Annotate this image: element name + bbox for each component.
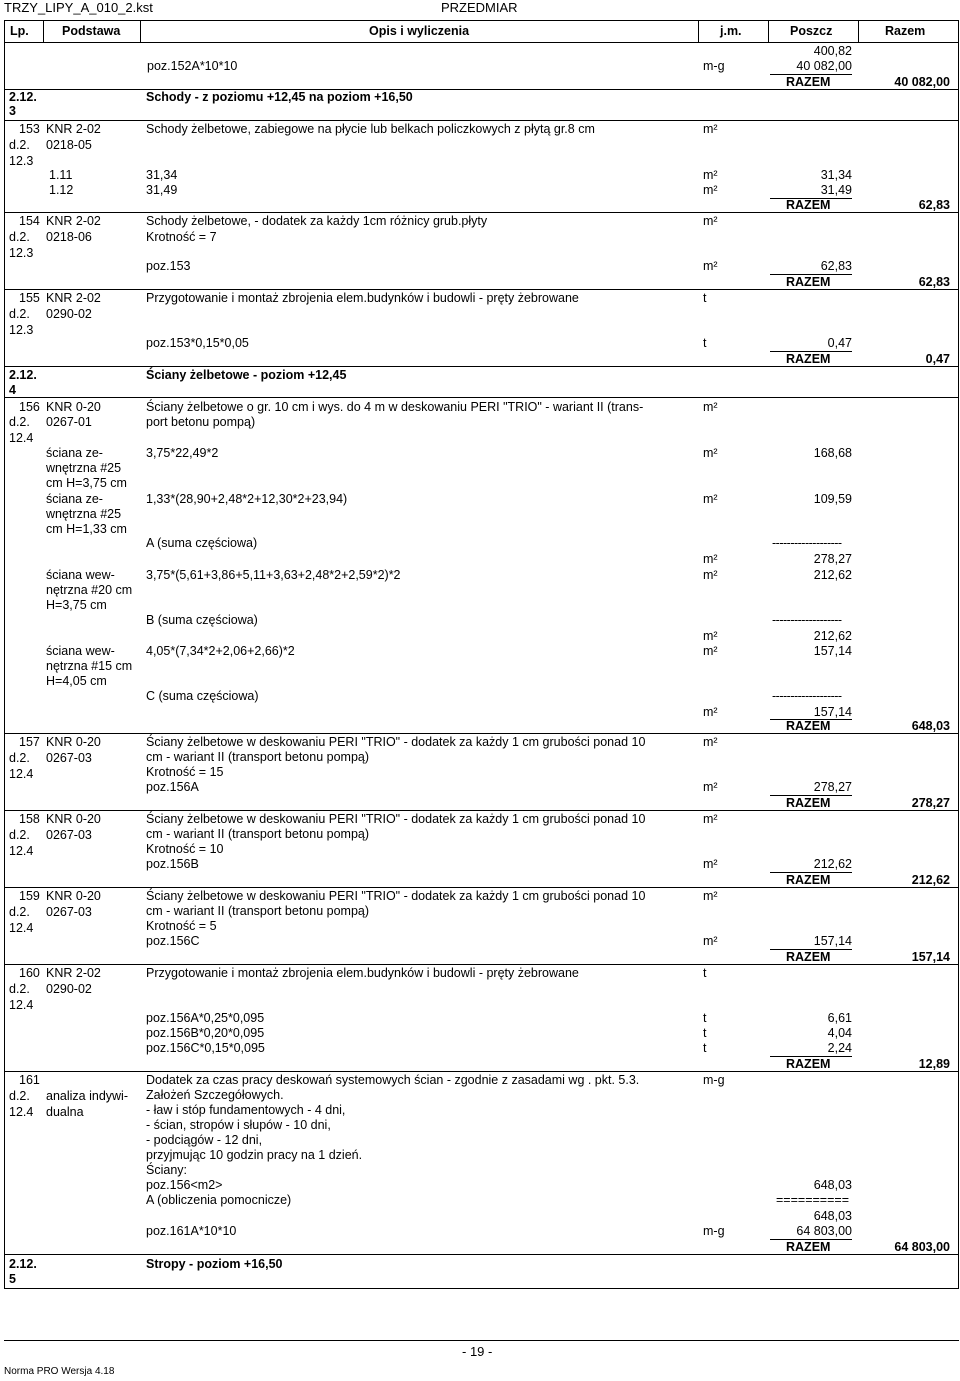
calc-value: 212,62 [813, 568, 852, 582]
position-ref-2: 12.4 [9, 767, 34, 781]
calc-formula: poz.156B [146, 857, 199, 871]
header-jm: j.m. [720, 24, 742, 38]
element-label: wnętrzna #25 [46, 507, 122, 521]
description-line: Ściany: [146, 1163, 187, 1177]
section-number-2: 3 [9, 104, 16, 118]
position-number: 159 [19, 889, 40, 903]
razem-value: 62,83 [918, 198, 950, 212]
position-ref-2: 12.4 [9, 998, 34, 1012]
basis-code-2: 0218-06 [46, 230, 92, 244]
razem-value: 0,47 [925, 352, 950, 366]
razem-label: RAZEM [786, 1240, 831, 1254]
calc-unit: m² [703, 705, 718, 719]
calc-formula: 31,49 [146, 183, 178, 197]
calc-formula: poz.156C [146, 934, 200, 948]
razem-label: RAZEM [786, 275, 831, 289]
calc-value: 648,03 [813, 1178, 852, 1192]
subtotal-separator: ========== [776, 1193, 849, 1207]
calc-value: 157,14 [813, 644, 852, 658]
razem-value: 64 803,00 [894, 1240, 950, 1254]
element-label: ściana wew- [46, 568, 115, 582]
basis-code-2: 0267-03 [46, 828, 92, 842]
position-description: Schody żelbetowe, - dodatek za każdy 1cm różnicy grub.płyty [146, 214, 488, 228]
header-razem: Razem [885, 24, 926, 38]
calc-unit: m² [703, 934, 718, 948]
description-line: - podciągów - 12 dni, [146, 1133, 263, 1147]
subtotal-separator: ------------------- [772, 536, 842, 550]
position-description-2: cm - wariant II (transport betonu pompą) [146, 827, 370, 841]
calc-unit: m² [703, 259, 718, 273]
position-ref: d.2. [9, 138, 30, 152]
section-number: 2.12. [9, 368, 37, 382]
position-unit: m² [703, 214, 718, 228]
element-label: nętrzna #15 cm [46, 659, 133, 673]
description-line: - ław i stóp fundamentowych - 4 dni, [146, 1103, 346, 1117]
calc-value: 2,24 [827, 1041, 852, 1055]
razem-label: RAZEM [786, 796, 831, 810]
position-ref: d.2. [9, 307, 30, 321]
position-number: 155 [19, 291, 40, 305]
section-number-2: 4 [9, 383, 16, 397]
header-podstawa: Podstawa [62, 24, 121, 38]
carry-value: 400,82 [813, 44, 852, 58]
section-title: Ściany żelbetowe - poziom +12,45 [146, 368, 347, 382]
section-number: 2.12. [9, 90, 37, 104]
subtotal-label: B (suma częściowa) [146, 613, 258, 627]
position-unit: m² [703, 889, 718, 903]
header-lp: Lp. [10, 24, 29, 38]
calc-unit: t [703, 336, 707, 350]
razem-value: 157,14 [911, 950, 950, 964]
position-number: 160 [19, 966, 40, 980]
position-ref-2: 12.3 [9, 154, 34, 168]
calc-unit: m² [703, 780, 718, 794]
position-ref: d.2. [9, 751, 30, 765]
document-type: PRZEDMIAR [441, 0, 518, 15]
basis-code-2: 0290-02 [46, 307, 92, 321]
position-number: 154 [19, 214, 40, 228]
razem-label: RAZEM [786, 75, 831, 89]
position-ref-2: 12.3 [9, 323, 34, 337]
position-ref-2: 12.3 [9, 246, 34, 260]
subtotal-label: A (suma częściowa) [146, 536, 258, 550]
position-ref-2: 12.4 [9, 844, 34, 858]
calc-value: 212,62 [813, 857, 852, 871]
subtotal-separator: ------------------- [772, 689, 842, 703]
basis-code-2: 0218-05 [46, 138, 92, 152]
calc-value: 31,34 [820, 168, 852, 182]
position-description: Przygotowanie i montaż zbrojenia elem.budynków i budowli - pręty żebrowane [146, 966, 579, 980]
basis-code-2: 0267-03 [46, 905, 92, 919]
calc-value: 4,04 [827, 1026, 852, 1040]
description-line: - ścian, stropów i słupów - 10 dni, [146, 1118, 331, 1132]
razem-label: RAZEM [786, 873, 831, 887]
razem-value: 212,62 [911, 873, 950, 887]
position-number: 161 [19, 1073, 40, 1087]
section-number-2: 5 [9, 1272, 16, 1286]
calc-value: 109,59 [813, 492, 852, 506]
razem-value: 12,89 [918, 1057, 950, 1071]
calc-value: 62,83 [820, 259, 852, 273]
position-ref: d.2. [9, 828, 30, 842]
basis-code-2: 0267-03 [46, 751, 92, 765]
basis-code: KNR 2-02 [46, 966, 101, 980]
element-label: cm H=3,75 cm [46, 476, 127, 490]
calc-value: 278,27 [813, 780, 852, 794]
position-number: 158 [19, 812, 40, 826]
calc-formula: 3,75*(5,61+3,86+5,11+3,63+2,48*2+2,59*2)*2 [146, 568, 401, 582]
position-unit: t [703, 291, 707, 305]
position-unit: t [703, 966, 707, 980]
position-ref-2: 12.4 [9, 1105, 34, 1119]
position-unit: m-g [703, 1073, 725, 1087]
multiplier: Krotność = 7 [146, 230, 217, 244]
element-label: H=3,75 cm [46, 598, 107, 612]
basis-code: KNR 2-02 [46, 122, 101, 136]
calc-formula: poz.161A*10*10 [146, 1224, 237, 1238]
razem-value: 648,03 [911, 719, 950, 733]
header-poszcz: Poszcz [790, 24, 833, 38]
calc-unit: m-g [703, 1224, 725, 1238]
element-label: ściana ze- [46, 446, 103, 460]
basis-code: analiza indywi- [46, 1089, 128, 1103]
calc-value: 64 803,00 [796, 1224, 852, 1238]
position-unit: m² [703, 400, 718, 414]
calc-label: 1.11 [49, 168, 73, 182]
position-ref: d.2. [9, 415, 30, 429]
calc-unit: t [703, 1041, 707, 1055]
multiplier: Krotność = 10 [146, 842, 224, 856]
position-description: Ściany żelbetowe o gr. 10 cm i wys. do 4 m w deskowaniu PERI "TRIO" - wariant II (trans- [146, 400, 644, 414]
position-description: Ściany żelbetowe w deskowaniu PERI "TRIO" - dodatek za każdy 1 cm grubości ponad 10 [146, 889, 646, 903]
section-number: 2.12. [9, 1257, 37, 1271]
element-label: cm H=1,33 cm [46, 522, 127, 536]
razem-value: 40 082,00 [894, 75, 950, 89]
position-ref: d.2. [9, 982, 30, 996]
multiplier: Krotność = 15 [146, 765, 224, 779]
position-description-2: cm - wariant II (transport betonu pompą) [146, 904, 370, 918]
position-unit: m² [703, 122, 718, 136]
basis-code-2: 0290-02 [46, 982, 92, 996]
subtotal-label: C (suma częściowa) [146, 689, 259, 703]
calc-value: 0,47 [827, 336, 852, 350]
subtotal-value: 157,14 [813, 705, 852, 719]
position-description-2: cm - wariant II (transport betonu pompą) [146, 750, 370, 764]
calc-formula: poz.156<m2> [146, 1178, 223, 1192]
basis-code: KNR 2-02 [46, 291, 101, 305]
element-label: ściana ze- [46, 492, 103, 506]
description-line: przyjmując 10 godzin pracy na 1 dzień. [146, 1148, 363, 1162]
position-ref: d.2. [9, 905, 30, 919]
header-opis: Opis i wyliczenia [369, 24, 470, 38]
basis-code: KNR 0-20 [46, 812, 101, 826]
subtotal-value: 212,62 [813, 629, 852, 643]
basis-code-2: 0267-01 [46, 415, 92, 429]
calc-formula: poz.156A [146, 780, 199, 794]
calc-formula: 3,75*22,49*2 [146, 446, 219, 460]
carry-calc: poz.152A*10*10 [147, 59, 238, 73]
calc-unit: m² [703, 446, 718, 460]
multiplier: Krotność = 5 [146, 919, 217, 933]
calc-formula: poz.153 [146, 259, 191, 273]
calc-unit: m² [703, 168, 718, 182]
razem-label: RAZEM [786, 198, 831, 212]
element-label: H=4,05 cm [46, 674, 107, 688]
razem-label: RAZEM [786, 719, 831, 733]
position-ref: d.2. [9, 1089, 30, 1103]
carry-jm: m-g [703, 59, 725, 73]
razem-value: 278,27 [911, 796, 950, 810]
basis-code: KNR 0-20 [46, 735, 101, 749]
calc-formula: 1,33*(28,90+2,48*2+12,30*2+23,94) [146, 492, 348, 506]
calc-unit: m² [703, 857, 718, 871]
position-ref: d.2. [9, 230, 30, 244]
position-number: 156 [19, 400, 40, 414]
calc-unit: m² [703, 568, 718, 582]
calc-label: 1.12 [49, 183, 74, 197]
calc-value: 6,61 [827, 1011, 852, 1025]
subtotal-label: A (obliczenia pomocnicze) [146, 1193, 292, 1207]
calc-value: 168,68 [813, 446, 852, 460]
software-version: Norma PRO Wersja 4.18 [4, 1366, 115, 1377]
description-line: Założeń Szczegółowych. [146, 1088, 284, 1102]
section-title: Stropy - poziom +16,50 [146, 1257, 283, 1271]
calc-unit: m² [703, 644, 718, 658]
element-label: wnętrzna #25 [46, 461, 122, 475]
calc-value: 157,14 [813, 934, 852, 948]
position-description: Przygotowanie i montaż zbrojenia elem.budynków i budowli - pręty żebrowane [146, 291, 579, 305]
position-description: Schody żelbetowe, zabiegowe na płycie lub belkach policzkowych z płytą gr.8 cm [146, 122, 595, 136]
position-number: 153 [19, 122, 40, 136]
calc-unit: t [703, 1026, 707, 1040]
calc-unit: m² [703, 183, 718, 197]
calc-unit: m² [703, 629, 718, 643]
basis-code: KNR 0-20 [46, 889, 101, 903]
position-number: 157 [19, 735, 40, 749]
razem-label: RAZEM [786, 1057, 831, 1071]
basis-code-2: dualna [46, 1105, 84, 1119]
section-title: Schody - z poziomu +12,45 na poziom +16,50 [146, 90, 413, 104]
calc-formula: 31,34 [146, 168, 178, 182]
calc-formula: poz.156B*0,20*0,095 [146, 1026, 265, 1040]
element-label: nętrzna #20 cm [46, 583, 133, 597]
razem-value: 62,83 [918, 275, 950, 289]
position-description: Ściany żelbetowe w deskowaniu PERI "TRIO" - dodatek za każdy 1 cm grubości ponad 10 [146, 812, 646, 826]
position-ref-2: 12.4 [9, 431, 34, 445]
razem-label: RAZEM [786, 950, 831, 964]
subtotal-value: 648,03 [813, 1209, 852, 1223]
calc-value: 31,49 [820, 183, 852, 197]
position-ref-2: 12.4 [9, 921, 34, 935]
calc-formula: poz.156C*0,15*0,095 [146, 1041, 265, 1055]
page-number: - 19 - [462, 1344, 493, 1359]
calc-unit: m² [703, 492, 718, 506]
calc-formula: 4,05*(7,34*2+2,06+2,66)*2 [146, 644, 295, 658]
basis-code: KNR 2-02 [46, 214, 101, 228]
calc-formula: poz.153*0,15*0,05 [146, 336, 249, 350]
subtotal-separator: ------------------- [772, 613, 842, 627]
calc-formula: poz.156A*0,25*0,095 [146, 1011, 265, 1025]
position-description-2: port betonu pompą) [146, 415, 256, 429]
razem-label: RAZEM [786, 352, 831, 366]
element-label: ściana wew- [46, 644, 115, 658]
description-line: Dodatek za czas pracy deskowań systemowych ścian - zgodnie z zasadami wg . pkt. 5.3. [146, 1073, 640, 1087]
position-description: Ściany żelbetowe w deskowaniu PERI "TRIO" - dodatek za każdy 1 cm grubości ponad 10 [146, 735, 646, 749]
position-unit: m² [703, 812, 718, 826]
calc-unit: t [703, 1011, 707, 1025]
file-name: TRZY_LIPY_A_010_2.kst [4, 0, 153, 15]
position-unit: m² [703, 735, 718, 749]
calc-unit: m² [703, 552, 718, 566]
carry-value-2: 40 082,00 [796, 59, 852, 73]
basis-code: KNR 0-20 [46, 400, 101, 414]
subtotal-value: 278,27 [813, 552, 852, 566]
